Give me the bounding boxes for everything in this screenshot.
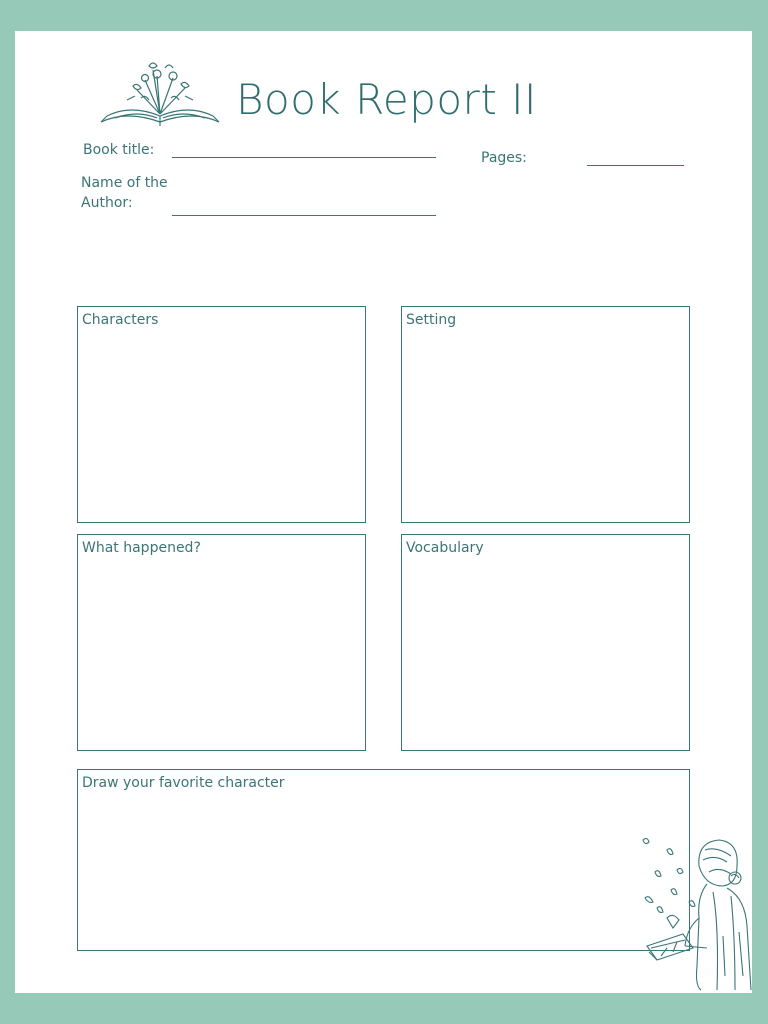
book-title-label: Book title: — [83, 142, 155, 158]
characters-box[interactable] — [77, 306, 366, 523]
draw-character-box[interactable] — [77, 769, 690, 951]
book-title-line[interactable] — [172, 157, 436, 158]
characters-label: Characters — [82, 312, 159, 328]
setting-label: Setting — [406, 312, 457, 328]
what-happened-label: What happened? — [82, 540, 201, 556]
pages-line[interactable] — [587, 165, 684, 166]
author-label-line2: Author: — [81, 195, 133, 211]
vocabulary-label: Vocabulary — [406, 540, 484, 556]
girl-reading-book-icon — [627, 836, 752, 993]
author-line[interactable] — [172, 215, 436, 216]
vocabulary-box[interactable] — [401, 534, 690, 751]
report-page — [15, 31, 752, 993]
open-book-flowers-icon — [97, 56, 223, 128]
setting-box[interactable] — [401, 306, 690, 523]
author-label-line1: Name of the — [81, 175, 168, 191]
page-title: Book Report II — [236, 75, 537, 124]
what-happened-box[interactable] — [77, 534, 366, 751]
draw-character-label: Draw your favorite character — [82, 775, 285, 791]
pages-label: Pages: — [481, 150, 527, 166]
